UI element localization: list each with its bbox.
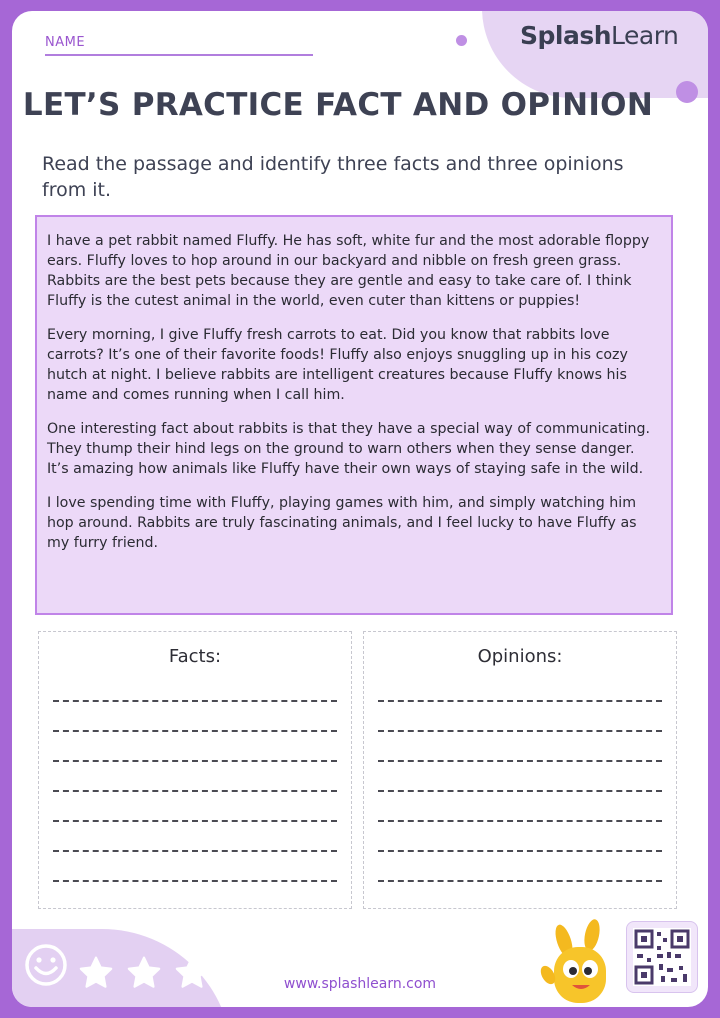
splashlearn-logo: [520, 21, 678, 50]
decorative-dot: [676, 81, 698, 103]
passage-paragraph: Every morning, I give Fluffy fresh carrots to eat. Did you know that rabbits love carrots? It’s one of their favorite foods! Fluffy also enjoys snuggling up in his cozy hutch at night. I believe rabbits are intelligent creatures because Fluffy knows his name and comes running when I call him.: [47, 327, 628, 403]
footer-url[interactable]: www.splashlearn.com: [283, 976, 437, 992]
opinions-answer-line[interactable]: [378, 820, 662, 822]
passage-box: [35, 215, 673, 615]
opinions-box: [363, 631, 677, 909]
facts-answer-line[interactable]: [53, 820, 337, 822]
passage-paragraph: I love spending time with Fluffy, playing games with him, and simply watching him hop around. Rabbits are truly fascinating animals, and I feel lucky to have Fluffy as my furry friend.: [47, 495, 637, 551]
facts-box: [38, 631, 352, 909]
instruction-text: Read the passage and identify three facts and three opinions from it.: [42, 153, 624, 201]
mascot-character-icon: [540, 919, 624, 1007]
facts-answer-line[interactable]: [53, 700, 337, 702]
worksheet-page: [12, 11, 708, 1007]
facts-heading: Facts:: [168, 646, 222, 667]
facts-answer-line[interactable]: [53, 880, 337, 882]
facts-answer-line[interactable]: [53, 850, 337, 852]
opinions-answer-line[interactable]: [378, 700, 662, 702]
name-write-line[interactable]: [45, 54, 313, 56]
qr-code-icon[interactable]: [626, 921, 698, 993]
passage-paragraph: One interesting fact about rabbits is that they have a special way of communicating. They thump their hind legs on the ground to warn others when they sense danger. It’s amazing how animals like Fluffy have their own ways of staying safe in the wild.: [47, 421, 651, 477]
logo-learn-text: Learn: [611, 21, 679, 50]
opinions-answer-line[interactable]: [378, 850, 662, 852]
page-title: LET’S PRACTICE FACT AND OPINION: [22, 87, 654, 123]
facts-answer-line[interactable]: [53, 760, 337, 762]
passage-paragraph: I have a pet rabbit named Fluffy. He has soft, white fur and the most adorable floppy ears. Fluffy loves to hop around in our backyard and nibble on fresh green grass. Rabbits are the best pets because they are gentle and easy to take care of. I think Fluffy is the cutest animal in the world, even cuter than kittens or puppies!: [47, 233, 650, 309]
opinions-answer-line[interactable]: [378, 880, 662, 882]
facts-answer-line[interactable]: [53, 730, 337, 732]
opinions-answer-line[interactable]: [378, 760, 662, 762]
opinions-answer-line[interactable]: [378, 790, 662, 792]
opinions-answer-line[interactable]: [378, 730, 662, 732]
name-label: NAME: [45, 35, 86, 50]
logo-splash-text: Splash: [520, 21, 612, 50]
opinions-heading: Opinions:: [477, 646, 563, 667]
facts-answer-line[interactable]: [53, 790, 337, 792]
decorative-dot: [456, 35, 467, 46]
